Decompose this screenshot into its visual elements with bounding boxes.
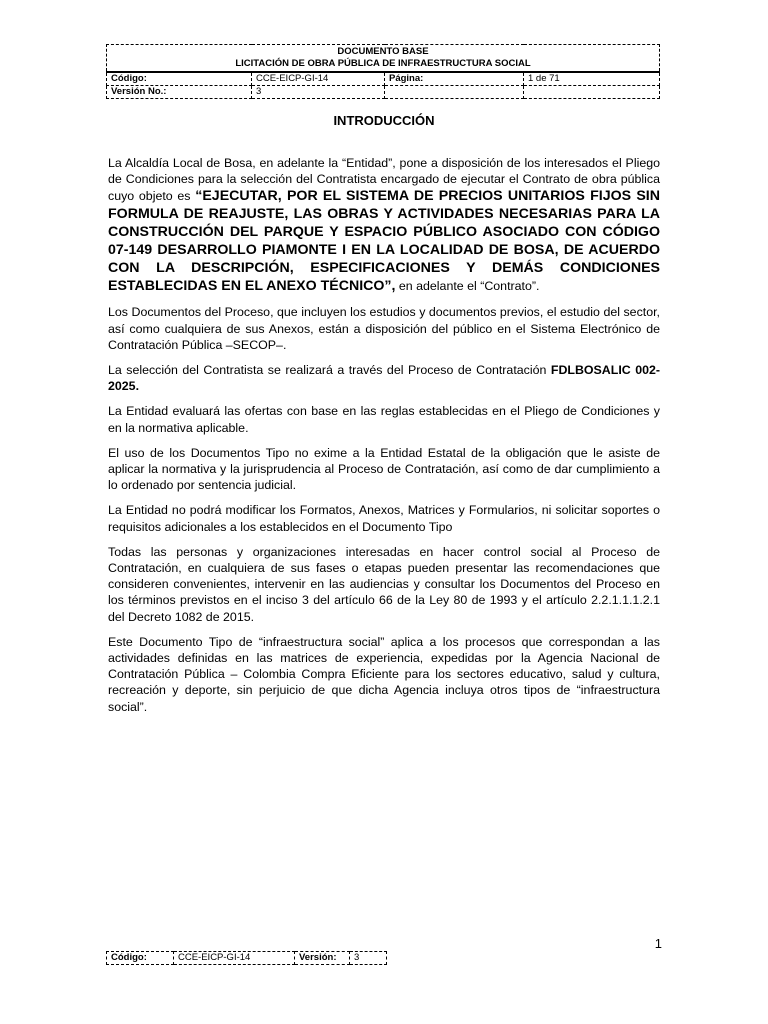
page-number: 1: [654, 936, 662, 951]
paragraph-formats: La Entidad no podrá modificar los Formatos, Anexos, Matrices y Formularios, ni solicitar soportes o requisitos adicionales a los establecidos en el Documento Tipo: [108, 503, 660, 534]
document-title: DOCUMENTO BASE: [337, 46, 429, 57]
paragraph-social-control: Todas las personas y organizaciones interesadas en hacer control social al Proceso de Contratación, en cualquiera de sus fases o etapas pueden presentar las recomendaciones que consideren convenientes, intervenir en las audiencias y consultar los Documentos del Proceso en los términos previstos en el inciso 3 del artículo 66 de la Ley 80 de 1993 y el artículo 2.2.1.1.1.2.1 del Decreto 1082 de 2015.: [108, 544, 660, 624]
document-footer: [106, 951, 387, 965]
footer-code-value: CCE-EICP-GI-14: [174, 952, 295, 965]
paragraph-selection: [108, 362, 660, 394]
paragraph-intro: [108, 155, 660, 295]
contract-object: “EJECUTAR, POR EL SISTEMA DE PRECIOS UNITARIOS FIJOS SIN FORMULA DE REAJUSTE, LAS OBRAS Y ACTIVIDADES NECESARIAS PARA LA CONSTRUCCIÓN DEL PARQUE Y ESPACIO PÚBLICO ASOCIADO CON CÓDIGO 07-149 DESARROLLO PIAMONTE I EN LA LOCALIDAD DE BOSA, DE ACUERDO CON LA DESCRIPCIÓN, ESPECIFICACIONES Y DEMÁS CONDICIONES ESTABLECIDAS EN EL ANEXO TÉCNICO”,: [108, 188, 660, 295]
footer-version-value: 3: [350, 952, 387, 965]
version-label: Versión No.:: [107, 86, 252, 99]
document-subtitle: LICITACIÓN DE OBRA PÚBLICA DE INFRAESTRUCTURA SOCIAL: [235, 58, 531, 69]
paragraph-text: La selección del Contratista se realizará a través del Proceso de Contratación: [108, 363, 551, 378]
page-label: Página:: [385, 72, 524, 86]
paragraph-scope: Este Documento Tipo de “infraestructura social” aplica a los procesos que correspondan a las actividades definidas en las matrices de experiencia, expedidas por la Agencia Nacional de Contratación Pública – Colombia Compra Eficiente para los sectores educativo, salud y cultura, recreación y deporte, sin perjuicio de que dicha Agencia incluya otros tipos de “infraestructura social”.: [108, 634, 660, 714]
empty-cell: [524, 86, 660, 99]
page-value: 1 de 71: [524, 72, 660, 86]
document-body: [108, 155, 660, 724]
paragraph-document-types: El uso de los Documentos Tipo no exime a la Entidad Estatal de la obligación que le asiste de aplicar la normativa y la jurisprudencia al Proceso de Contratación, así como de dar cumplimiento a lo ordenado por sentencia judicial.: [108, 445, 660, 493]
paragraph-evaluation: La Entidad evaluará las ofertas con base en las reglas establecidas en el Pliego de Condiciones y en la normativa aplicable.: [108, 404, 660, 435]
process-code: FDLBOSALIC 002-2025.: [108, 363, 660, 394]
paragraph-text: La Alcaldía Local de Bosa, en adelante la “Entidad”, pone a disposición de los interesados el Pliego de Condiciones para la selección del Contratista encargado de ejecutar el Contrato de obra pública cuyo objeto es: [108, 156, 660, 204]
footer-version-label: Versión:: [295, 952, 350, 965]
section-title: INTRODUCCIÓN: [333, 113, 435, 128]
footer-code-label: Código:: [107, 952, 174, 965]
header-title-cell: [107, 45, 660, 73]
paragraph-documents: Los Documentos del Proceso, que incluyen los estudios y documentos previos, el estudio del sector, así como cualquiera de sus Anexos, están a disposición del público en el Sistema Electrónico de Contratación Pública –SECOP–.: [108, 305, 660, 352]
empty-cell: [385, 86, 524, 99]
code-label: Código:: [107, 72, 252, 86]
version-value: 3: [252, 86, 385, 99]
document-header: [106, 44, 660, 99]
paragraph-text: en adelante el “Contrato”.: [395, 279, 540, 294]
code-value: CCE-EICP-GI-14: [252, 72, 385, 86]
